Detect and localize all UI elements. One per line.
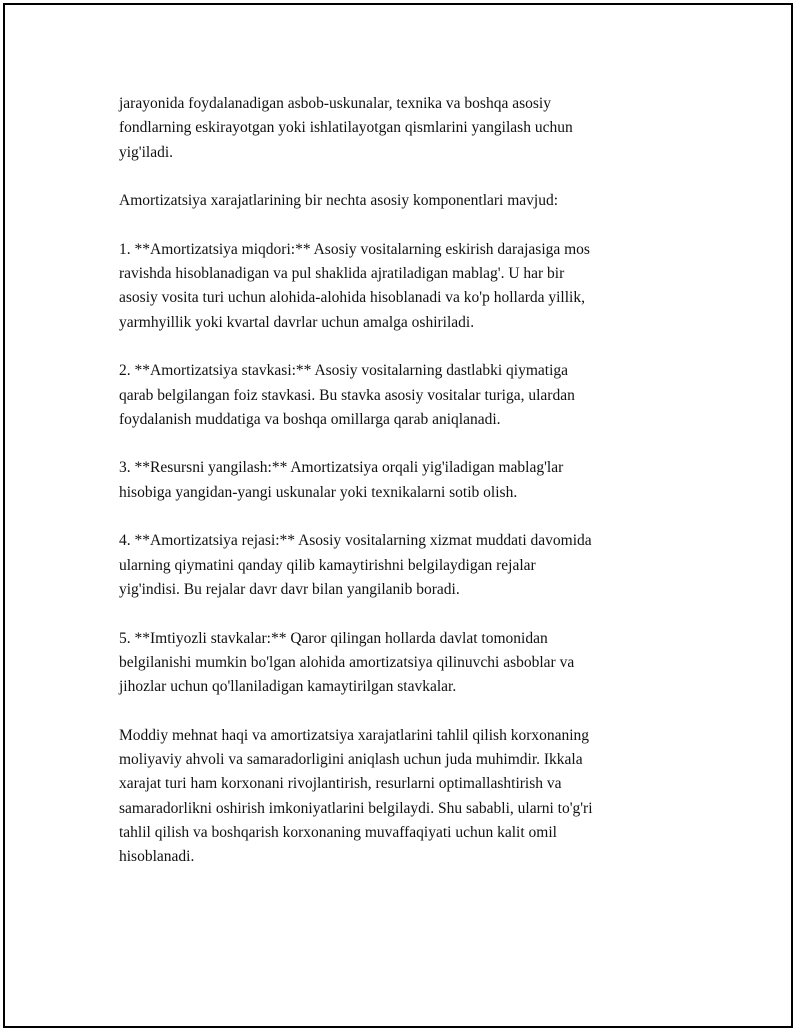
paragraph-continuation: jarayonida foydalanadigan asbob-uskunalar, texnika va boshqa asosiy fondlarning eskirayotgan yoki ishlatilayotgan qismlarini yangilash uchun yig'iladi. bbox=[119, 95, 573, 161]
paragraph-conclusion: Moddiy mehnat haqi va amortizatsiya xarajatlarini tahlil qilish korxonaning moliyaviy ahvoli va samaradorligini aniqlash uchun juda muhimdir. Ikkala xarajat turi ham korxonani rivojlantirish, resurlarni optimallashtirish va samaradorlikni oshirish imkoniyatlarini belgilaydi. Shu sababli, ularni to'g'ri tahlil qilish va boshqarish korxonaning muvaffaqiyati uchun kalit omil hisoblanadi. bbox=[119, 726, 593, 866]
document-body bbox=[119, 92, 689, 894]
paragraph-components-intro: Amortizatsiya xarajatlarining bir nechta asosiy komponentlari mavjud: bbox=[119, 192, 559, 210]
list-item-4: 4. **Amortizatsiya rejasi:** Asosiy vositalarning xizmat muddati davomida ularning qiymatini qanday qilib kamaytirishni belgilaydigan rejalar yig'indisi. Bu rejalar davr davr bilan yangilanib boradi. bbox=[119, 532, 592, 598]
list-item-3: 3. **Resursni yangilash:** Amortizatsiya orqali yig'iladigan mablag'lar hisobiga yangidan-yangi uskunalar yoki texnikalarni sotib olish. bbox=[119, 459, 564, 501]
list-item-2: 2. **Amortizatsiya stavkasi:** Asosiy vositalarning dastlabki qiymatiga qarab belgilangan foiz stavkasi. Bu stavka asosiy vositalar turiga, ulardan foydalanish muddatiga va boshqa omillarga qarab aniqlanadi. bbox=[119, 362, 575, 428]
list-item-5: 5. **Imtiyozli stavkalar:** Qaror qilingan hollarda davlat tomonidan belgilanishi mumkin bo'lgan alohida amortizatsiya qilinuvchi asboblar va jihozlar uchun qo'llaniladigan kamaytirilgan stavkalar. bbox=[119, 629, 575, 696]
list-item-1: 1. **Amortizatsiya miqdori:** Asosiy vositalarning eskirish darajasiga mos ravishda hisoblanadigan va pul shaklida ajratiladigan mablag'. U har bir asosiy vosita turi uchun alohida-alohida hisoblanadi va ko'p hollarda yillik, yarmhyillik yoki kvartal davrlar uchun amalga oshiriladi. bbox=[119, 240, 590, 331]
